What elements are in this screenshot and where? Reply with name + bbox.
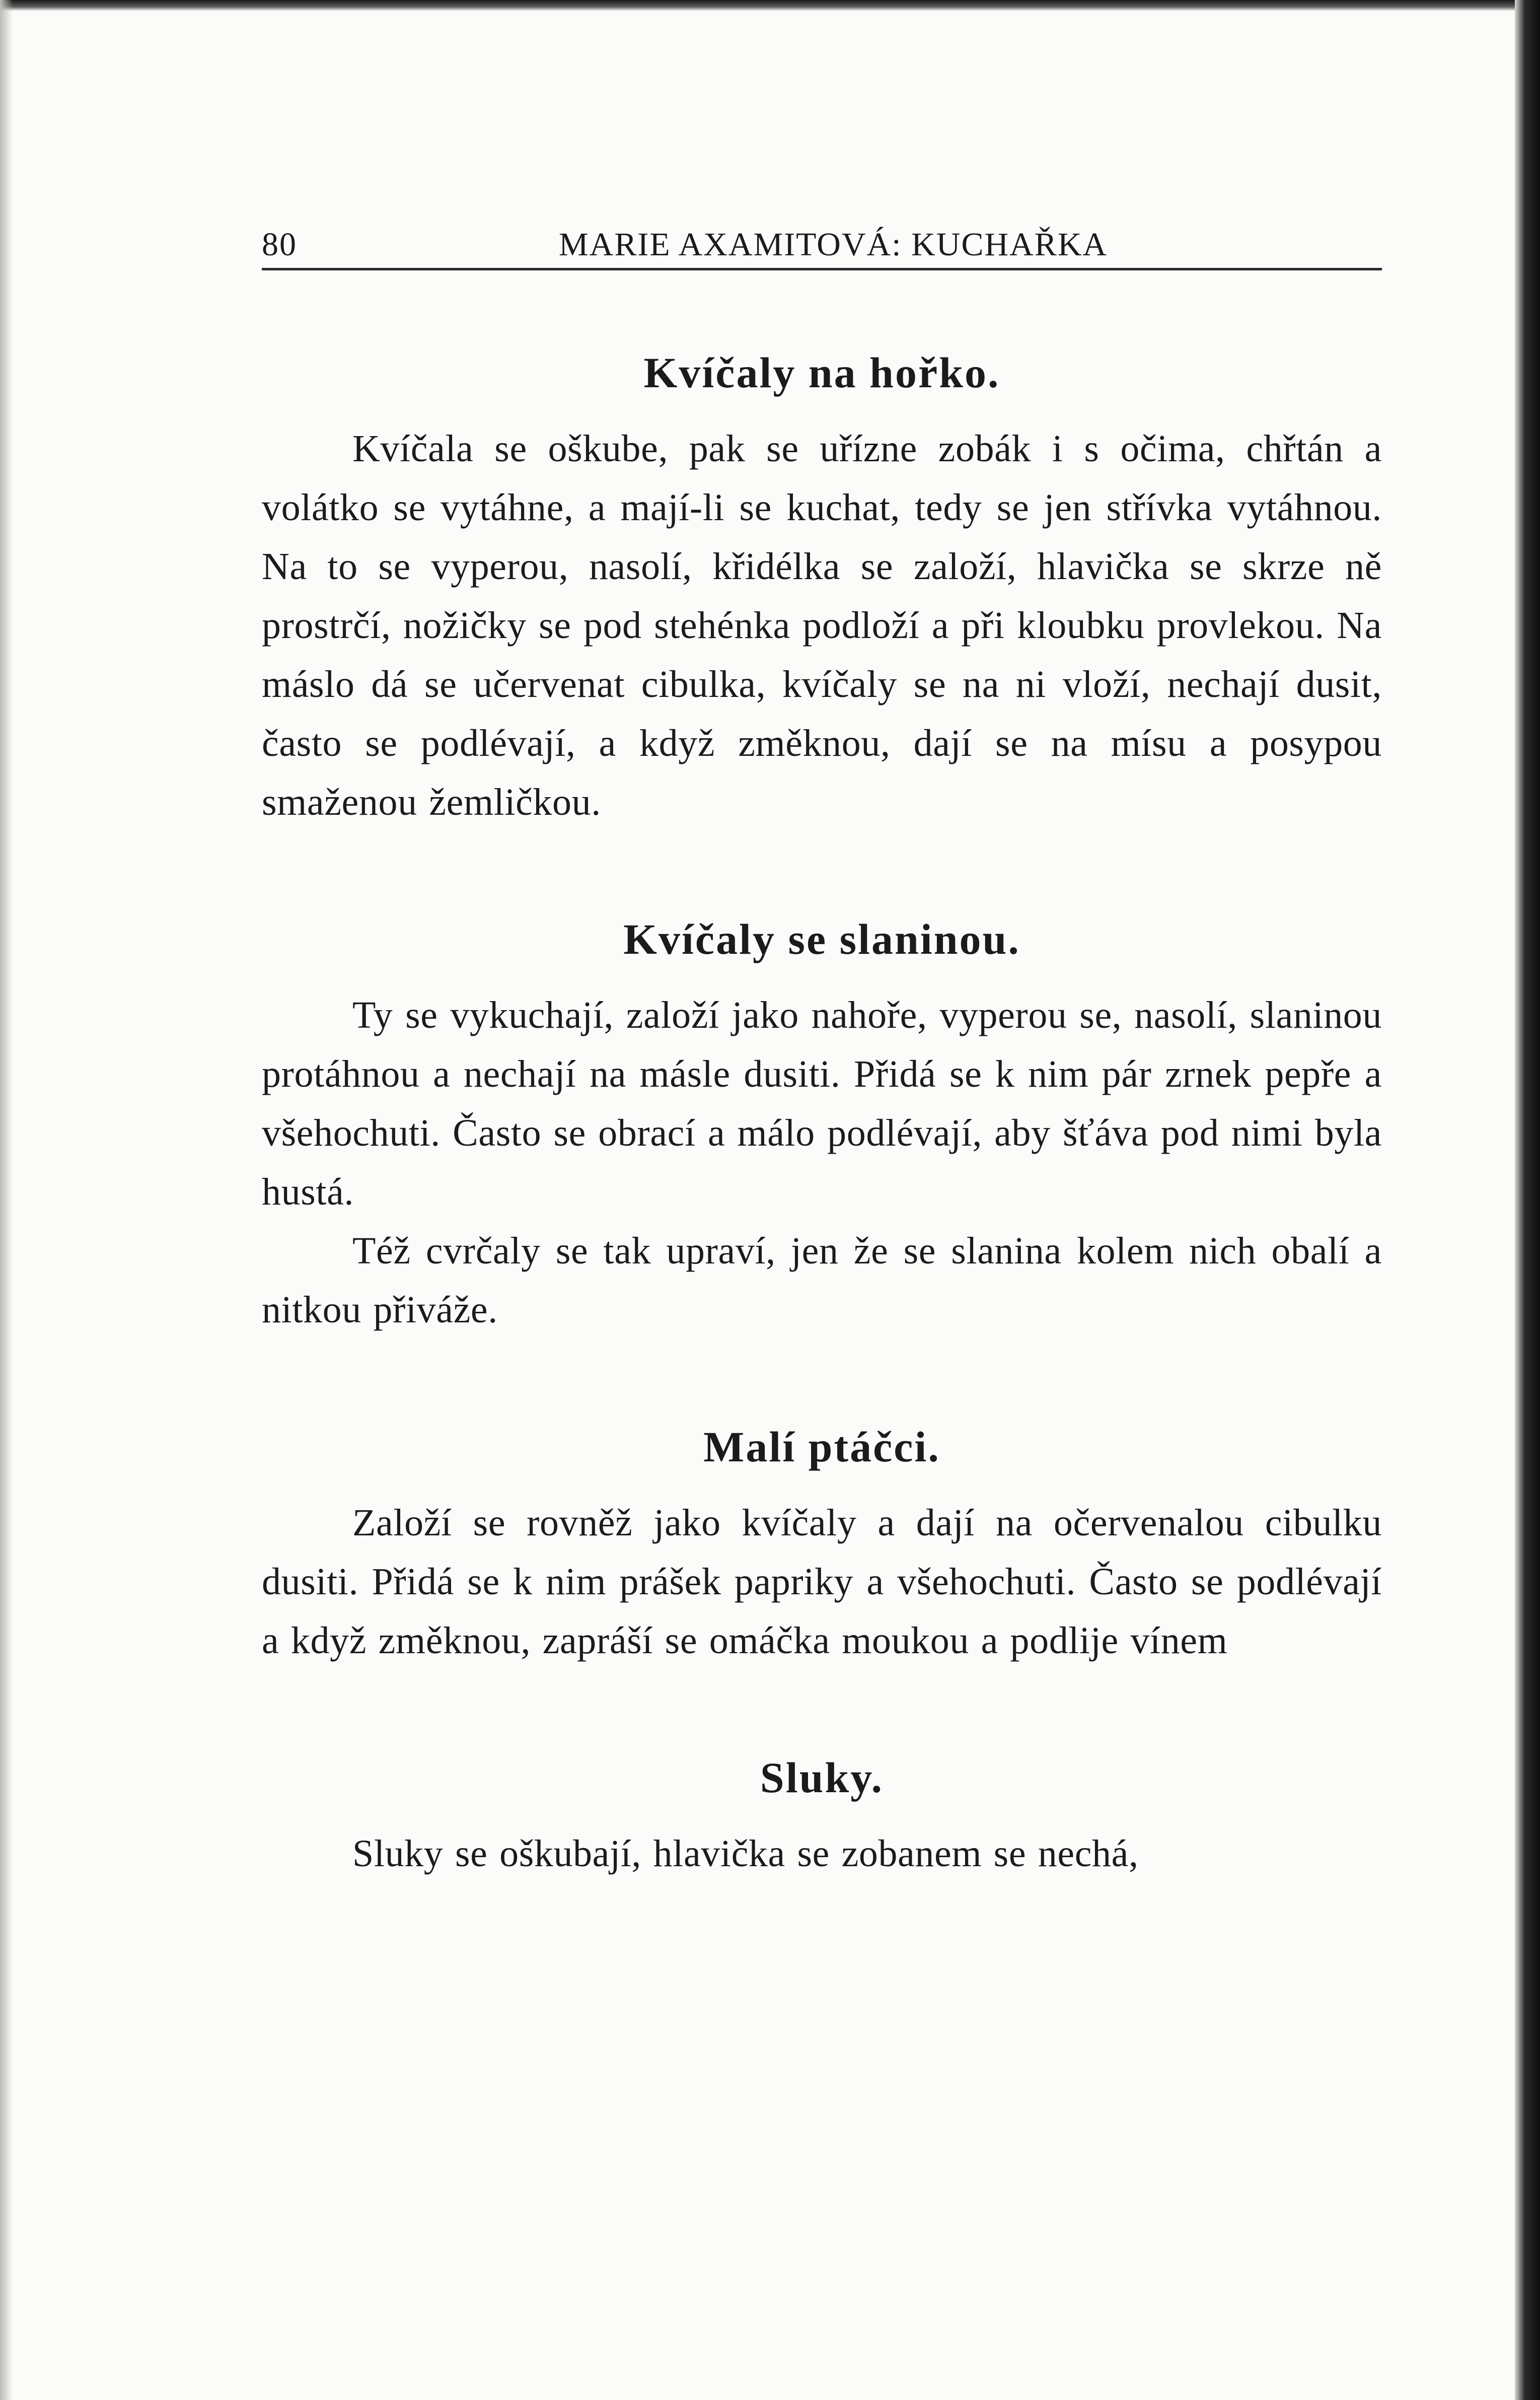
recipe-paragraph: Též cvrčaly se tak upraví, jen že se slanina kolem nich obalí a nitkou přiváže. — [262, 1230, 1382, 1331]
recipe-heading: Sluky. — [760, 1753, 884, 1802]
recipe-heading: Malí ptáčci. — [703, 1423, 940, 1471]
scan-edge-right — [1515, 0, 1540, 2400]
running-title: MARIE AXAMITOVÁ: KUCHAŘKA — [559, 226, 1108, 263]
recipe-kvicaly-na-horko — [262, 348, 1382, 832]
page-number: 80 — [262, 226, 297, 263]
recipe-sluky — [262, 1753, 1382, 1883]
book-page — [262, 211, 1382, 1883]
scan-edge-top — [0, 0, 1540, 11]
recipe-heading: Kvíčaly na hořko. — [643, 348, 1000, 397]
recipe-paragraph: Založí se rovněž jako kvíčaly a dají na očervenalou cibulku dusiti. Přidá se k nim prášek papriky a všehochuti. Často se podlévají a když změknou, zapráší se omáčka moukou a podlije vínem — [262, 1502, 1382, 1662]
running-head — [262, 211, 1382, 270]
recipe-paragraph: Sluky se oškubají, hlavička se zobanem se nechá, — [352, 1832, 1139, 1875]
recipe-heading: Kvíčaly se slaninou. — [623, 915, 1020, 963]
recipe-paragraph: Kvíčala se oškube, pak se uřízne zobák i s očima, chřtán a volátko se vytáhne, a mají-li se kuchat, tedy se jen střívka vytáhnou. Na to se vyperou, nasolí, křidélka se založí, hlavička se skrze ně prostrčí, nožičky se pod stehénka podloží a při kloubku provlekou. Na máslo dá se učervenat cibulka, kvíčaly se na ni vloží, nechají dusit, často se podlévají, a když změknou, dají se na mísu a posypou smaženou žemličkou. — [262, 428, 1382, 823]
scan-edge-left — [0, 0, 13, 2400]
recipe-mali-ptacci — [262, 1425, 1382, 1670]
recipe-paragraph: Ty se vykuchají, založí jako nahoře, vyperou se, nasolí, slaninou protáhnou a nechají na másle dusiti. Přidá se k nim pár zrnek pepře a všehochuti. Často se obrací a málo podlévají, aby šťáva pod nimi byla hustá. — [262, 994, 1382, 1213]
recipe-kvicaly-se-slaninou — [262, 917, 1382, 1339]
